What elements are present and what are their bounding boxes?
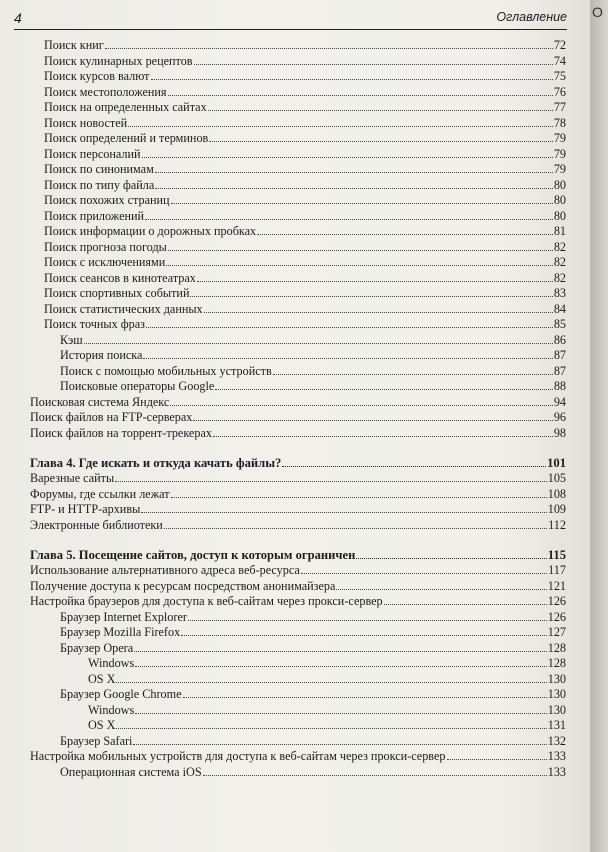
entry-page: 128: [547, 656, 566, 670]
toc-entry[interactable]: [30, 131, 566, 147]
entry-page: 75: [553, 69, 566, 83]
entry-title: Поиск с исключениями: [44, 255, 166, 269]
entry-title: FTP- и HTTP-архивы: [30, 502, 141, 516]
entry-page: 88: [553, 379, 566, 393]
entry-title: Поиск по синонимам: [44, 162, 154, 176]
table-of-contents: [30, 38, 566, 780]
toc-entry[interactable]: [30, 38, 566, 54]
toc-entry[interactable]: [30, 147, 566, 163]
toc-entry[interactable]: [30, 410, 566, 426]
toc-entry[interactable]: [30, 765, 566, 781]
dot-leader: [336, 589, 546, 590]
dot-leader: [181, 635, 547, 636]
chapter-page: 115: [547, 548, 566, 562]
chapter-page: 101: [547, 456, 566, 470]
entry-title: Получение доступа к ресурсам посредством анонимайзера: [30, 578, 336, 593]
entry-title: Windows: [88, 656, 135, 670]
toc-entry[interactable]: [30, 85, 566, 101]
toc-entry[interactable]: [30, 749, 566, 765]
dot-leader: [209, 141, 553, 142]
entry-page: 80: [553, 193, 566, 207]
toc-entry[interactable]: [30, 656, 566, 672]
running-title: Оглавление: [496, 10, 567, 24]
entry-title: Поиск приложений: [44, 208, 145, 223]
entry-page: 87: [553, 348, 566, 362]
entry-title: OS X: [88, 671, 116, 686]
entry-page: 126: [547, 594, 566, 608]
dot-leader: [213, 436, 553, 437]
toc-entry[interactable]: [30, 333, 566, 349]
dot-leader: [171, 203, 553, 204]
dot-leader: [203, 775, 547, 776]
dot-leader: [155, 188, 553, 189]
toc-entry[interactable]: [30, 594, 566, 610]
dot-leader: [164, 528, 547, 529]
toc-entry[interactable]: [30, 687, 566, 703]
entry-page: 96: [553, 410, 566, 424]
entry-title: Настройка мобильных устройств для доступа к веб-сайтам через прокси-сервер: [30, 749, 446, 763]
dot-leader: [135, 666, 546, 667]
dot-leader: [190, 296, 552, 297]
entry-title: OS X: [88, 718, 116, 732]
entry-page: 105: [547, 471, 566, 485]
toc-entry[interactable]: [30, 209, 566, 225]
toc-entry[interactable]: [30, 271, 566, 287]
toc-entry[interactable]: [30, 625, 566, 641]
toc-entry[interactable]: [30, 100, 566, 116]
dot-leader: [356, 558, 546, 559]
dot-leader: [193, 420, 552, 421]
dot-leader: [273, 374, 553, 375]
toc-entry[interactable]: [30, 563, 566, 579]
entry-page: 133: [547, 749, 566, 763]
entry-title: Настройка браузеров для доступа к веб-сайтам через прокси-сервер: [30, 594, 383, 608]
dot-leader: [282, 466, 546, 467]
entry-page: 87: [553, 363, 566, 378]
dot-leader: [188, 620, 547, 621]
entry-page: 80: [553, 208, 566, 223]
entry-title: Поиск информации о дорожных пробках: [44, 224, 257, 238]
toc-entry[interactable]: [30, 487, 566, 503]
entry-page: 79: [553, 146, 566, 161]
entry-title: Поиск похожих страниц: [44, 193, 170, 207]
entry-title: Поиск курсов валют: [44, 69, 150, 83]
entry-title: Варезные сайты: [30, 471, 115, 485]
dot-leader: [116, 682, 546, 683]
entry-page: 112: [548, 517, 566, 532]
toc-entry[interactable]: [30, 579, 566, 595]
entry-page: 130: [547, 671, 566, 686]
toc-entry[interactable]: [30, 348, 566, 364]
dot-leader: [151, 79, 553, 80]
entry-page: 82: [553, 239, 566, 254]
toc-entry[interactable]: [30, 178, 566, 194]
dot-leader: [170, 405, 552, 406]
entry-page: 82: [553, 255, 566, 269]
entry-title: Поиск определений и терминов: [44, 131, 209, 145]
entry-title: Браузер Opera: [60, 640, 134, 655]
entry-title: История поиска: [60, 348, 143, 362]
entry-title: Поиск точных фраз: [44, 317, 145, 331]
dot-leader: [208, 110, 553, 111]
toc-chapter-5[interactable]: [30, 547, 566, 563]
toc-chapter-4[interactable]: [30, 455, 566, 471]
toc-entry[interactable]: [30, 224, 566, 240]
dot-leader: [168, 95, 553, 96]
dot-leader: [194, 64, 553, 65]
dot-leader: [166, 265, 553, 266]
entry-page: 109: [547, 502, 566, 516]
header-rule: [14, 29, 567, 30]
entry-title: Поиск с помощью мобильных устройств: [60, 363, 272, 378]
entry-page: 86: [553, 332, 566, 347]
toc-entry[interactable]: [30, 69, 566, 85]
dot-leader: [105, 48, 553, 49]
dot-leader: [116, 728, 546, 729]
dot-leader: [135, 713, 546, 714]
entry-title: Windows: [88, 702, 135, 717]
entry-page: 81: [553, 224, 566, 238]
entry-page: 85: [553, 317, 566, 331]
entry-page: 83: [553, 286, 566, 300]
entry-page: 121: [547, 578, 566, 593]
dot-leader: [146, 327, 553, 328]
toc-entry[interactable]: [30, 426, 566, 442]
toc-entry[interactable]: [30, 193, 566, 209]
toc-entry[interactable]: [30, 240, 566, 256]
entry-page: 74: [553, 53, 566, 68]
toc-entry[interactable]: [30, 610, 566, 626]
dot-leader: [115, 481, 547, 482]
entry-title: Поиск файлов на торрент-трекерах: [30, 425, 212, 440]
chapter-title: Глава 5. Посещение сайтов, доступ к которым ограничен: [30, 548, 356, 562]
entry-page: 79: [553, 131, 566, 145]
entry-title: Браузер Internet Explorer: [60, 609, 187, 624]
entry-title: Кэш: [60, 332, 83, 347]
dot-leader: [155, 172, 553, 173]
entry-title: Поисковая система Яндекс: [30, 394, 170, 409]
entry-title: Использование альтернативного адреса веб-ресурса: [30, 563, 300, 577]
next-page-edge-letter: О: [592, 4, 603, 20]
entry-page: 128: [547, 640, 566, 655]
toc-entry[interactable]: [30, 395, 566, 411]
entry-title: Поиск персоналий: [44, 146, 141, 161]
entry-title: Поиск статистических данных: [44, 301, 203, 316]
dot-leader: [257, 234, 553, 235]
entry-title: Поиск по типу файла: [44, 177, 155, 192]
toc-entry[interactable]: [30, 317, 566, 333]
entry-page: 133: [547, 764, 566, 779]
entry-title: Браузер Mozilla Firefox: [60, 625, 181, 639]
dot-leader: [215, 389, 553, 390]
toc-entry[interactable]: [30, 364, 566, 380]
entry-page: 78: [553, 115, 566, 130]
entry-title: Браузер Safari: [60, 733, 133, 748]
entry-page: 98: [553, 425, 566, 440]
page-header: [14, 8, 567, 30]
toc-group-search: [30, 38, 566, 441]
dot-leader: [128, 126, 553, 127]
toc-entry[interactable]: [30, 502, 566, 518]
entry-page: 80: [553, 177, 566, 192]
entry-page: 108: [547, 486, 566, 501]
toc-entry[interactable]: [30, 302, 566, 318]
entry-page: 130: [547, 687, 566, 701]
entry-page: 131: [547, 718, 566, 732]
dot-leader: [142, 157, 553, 158]
entry-page: 84: [553, 301, 566, 316]
entry-title: Электронные библиотеки: [30, 517, 163, 532]
entry-title: Поиск спортивных событий: [44, 286, 190, 300]
dot-leader: [168, 250, 553, 251]
chapter-title: Глава 4. Где искать и откуда качать файлы?: [30, 456, 282, 470]
entry-page: 127: [547, 625, 566, 639]
entry-title: Операционная система iOS: [60, 764, 202, 779]
toc-entry[interactable]: [30, 734, 566, 750]
dot-leader: [84, 343, 553, 344]
dot-leader: [447, 759, 547, 760]
entry-title: Браузер Google Chrome: [60, 687, 182, 701]
next-page-edge: [590, 0, 608, 852]
entry-page: 132: [547, 733, 566, 748]
entry-title: Поисковые операторы Google: [60, 379, 215, 393]
entry-page: 126: [547, 609, 566, 624]
entry-page: 76: [553, 84, 566, 99]
toc-entry[interactable]: [30, 54, 566, 70]
entry-title: Поиск сеансов в кинотеатрах: [44, 270, 196, 285]
toc-entry[interactable]: [30, 518, 566, 534]
entry-title: Поиск книг: [44, 38, 104, 52]
toc-entry[interactable]: [30, 703, 566, 719]
entry-page: 130: [547, 702, 566, 717]
entry-title: Поиск на определенных сайтах: [44, 100, 207, 114]
entry-page: 82: [553, 270, 566, 285]
dot-leader: [133, 744, 546, 745]
toc-entry[interactable]: [30, 641, 566, 657]
entry-page: 77: [553, 100, 566, 114]
toc-group-chapter-4: [30, 471, 566, 533]
dot-leader: [145, 219, 553, 220]
page-number: 4: [14, 10, 22, 26]
entry-page: 79: [553, 162, 566, 176]
dot-leader: [143, 358, 552, 359]
entry-page: 117: [548, 563, 566, 577]
entry-title: Поиск новостей: [44, 115, 128, 130]
toc-entry[interactable]: [30, 162, 566, 178]
dot-leader: [384, 604, 547, 605]
dot-leader: [171, 497, 547, 498]
dot-leader: [134, 651, 547, 652]
toc-entry[interactable]: [30, 286, 566, 302]
dot-leader: [204, 312, 553, 313]
entry-page: 72: [553, 38, 566, 52]
toc-entry[interactable]: [30, 672, 566, 688]
entry-title: Поиск кулинарных рецептов: [44, 53, 193, 68]
toc-group-chapter-5: [30, 563, 566, 780]
dot-leader: [183, 697, 547, 698]
entry-title: Поиск местоположения: [44, 84, 167, 99]
dot-leader: [301, 573, 547, 574]
toc-entry[interactable]: [30, 255, 566, 271]
toc-entry[interactable]: [30, 471, 566, 487]
entry-page: 94: [553, 394, 566, 409]
toc-entry[interactable]: [30, 379, 566, 395]
toc-entry[interactable]: [30, 116, 566, 132]
toc-entry[interactable]: [30, 718, 566, 734]
dot-leader: [197, 281, 553, 282]
entry-title: Поиск файлов на FTP-серверах: [30, 410, 193, 424]
spacer: [30, 533, 566, 547]
dot-leader: [141, 512, 546, 513]
spacer: [30, 441, 566, 455]
entry-title: Форумы, где ссылки лежат: [30, 486, 170, 501]
entry-title: Поиск прогноза погоды: [44, 239, 167, 254]
